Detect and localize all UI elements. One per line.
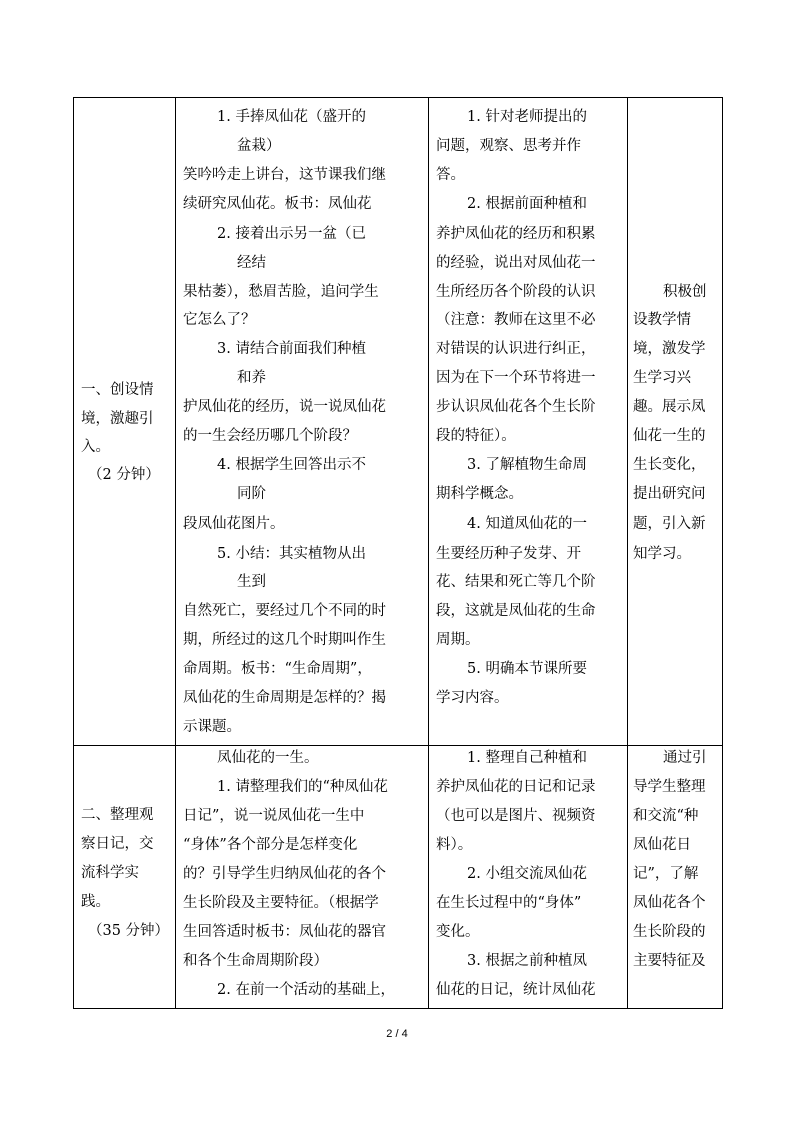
student-text-line: 在生长过程中的“身体” bbox=[436, 895, 582, 911]
teacher-text-line: 2. 在前一个活动的基础上， bbox=[217, 982, 395, 998]
teacher-text-line: 笑吟吟走上讲台，这节课我们继 bbox=[183, 167, 386, 183]
intent-text-line: 提出研究问 bbox=[633, 486, 706, 502]
teacher-text-line: 的？引导学生归纳凤仙花的各个 bbox=[183, 866, 386, 882]
teacher-text-line: 段凤仙花图片。 bbox=[183, 516, 285, 532]
stage-text-line: 境，激趣引 bbox=[81, 411, 154, 427]
intent-text-line: 趣。展示凤 bbox=[633, 399, 706, 415]
teacher-text-line: 示课题。 bbox=[183, 719, 241, 735]
stage-text-line: 流科学实 bbox=[81, 865, 139, 881]
student-text-line: 生要经历种子发芽、开 bbox=[436, 546, 581, 562]
stage-text-line: 二、整理观 bbox=[81, 807, 154, 823]
teacher-text-line: 凤仙花的生命周期是怎样的？揭 bbox=[183, 690, 386, 706]
intent-text-line: 凤仙花日 bbox=[633, 837, 691, 853]
student-text-line: 因为在下一个环节将进一 bbox=[436, 370, 596, 386]
teacher-text-line: 1. 请整理我们的“种凤仙花 bbox=[217, 779, 388, 795]
stage-text-line: 践。 bbox=[81, 894, 110, 910]
intent-text-line: 生长变化， bbox=[633, 457, 706, 473]
teacher-text-line: 5. 小结：其实植物从出 bbox=[217, 546, 366, 562]
stage-text-line: 一、创设情 bbox=[81, 382, 154, 398]
teacher-text-line: 的一生会经历哪几个阶段？ bbox=[183, 428, 357, 444]
intent-text-line: 生长阶段的 bbox=[633, 924, 706, 940]
teacher-text-line: 续研究凤仙花。板书：凤仙花 bbox=[183, 196, 372, 212]
intent-text-line: 知学习。 bbox=[633, 546, 691, 562]
teacher-text-line: 命周期。板书：“生命周期”， bbox=[183, 661, 372, 677]
student-text-line: 料）。 bbox=[436, 837, 473, 853]
teacher-text-line: 日记”，说一说凤仙花一生中 bbox=[183, 808, 365, 824]
teacher-text-line: 和养 bbox=[237, 370, 266, 386]
student-text-line: 答。 bbox=[436, 167, 465, 183]
student-text-line: 养护凤仙花的经历和积累 bbox=[436, 226, 596, 242]
student-text-line: 生所经历各个阶段的认识 bbox=[436, 284, 596, 300]
student-text-line: 5. 明确本节课所要 bbox=[467, 661, 587, 677]
teacher-text-line: 生长阶段及主要特征。（根据学 bbox=[183, 895, 379, 911]
student-text-line: 养护凤仙花的日记和记录 bbox=[436, 779, 596, 795]
student-text-line: 2. 小组交流凤仙花 bbox=[467, 866, 587, 882]
stage-text-line: （35 分钟） bbox=[88, 923, 170, 939]
student-text-line: 花、结果和死亡等几个阶 bbox=[436, 574, 596, 590]
student-text-line: 仙花的日记，统计凤仙花 bbox=[436, 982, 596, 998]
intent-text-line: 通过引 bbox=[663, 750, 707, 766]
intent-text-line: 记”，了解 bbox=[633, 866, 699, 882]
stage-cell bbox=[74, 746, 176, 1009]
teacher-text-line: 果枯萎），愁眉苦脸，追问学生 bbox=[183, 284, 379, 300]
student-text-line: 步认识凤仙花各个生长阶 bbox=[436, 399, 596, 415]
teacher-text-line: 盆栽） bbox=[237, 138, 281, 154]
teacher-text-line: 和各个生命周期阶段） bbox=[183, 953, 328, 969]
student-text-line: 段，这就是凤仙花的生命 bbox=[436, 603, 596, 619]
student-text-line: 的经验，说出对凤仙花一 bbox=[436, 255, 596, 271]
student-text-line: 2. 根据前面种植和 bbox=[467, 196, 587, 212]
intent-text-line: 和交流“种 bbox=[633, 808, 699, 824]
intent-text-line: 题，引入新 bbox=[633, 516, 706, 532]
teacher-text-line: 4. 根据学生回答出示不 bbox=[217, 457, 366, 473]
teacher-text-line: 1. 手捧凤仙花（盛开的 bbox=[217, 109, 366, 125]
student-activity-cell bbox=[429, 746, 628, 1009]
intent-text-line: 主要特征及 bbox=[633, 953, 706, 969]
student-text-line: （注意：教师在这里不必 bbox=[436, 312, 596, 328]
teacher-text-line: 它怎么了？ bbox=[183, 312, 256, 328]
design-intent-cell bbox=[628, 98, 723, 746]
student-text-line: （也可以是图片、视频资 bbox=[436, 808, 596, 824]
student-text-line: 对错误的认识进行纠正， bbox=[436, 341, 596, 357]
teacher-text-line: 护凤仙花的经历，说一说凤仙花 bbox=[183, 399, 386, 415]
student-text-line: 问题，观察、思考并作 bbox=[436, 138, 581, 154]
table-row bbox=[74, 98, 723, 746]
teacher-text-line: 2. 接着出示另一盆（已 bbox=[217, 226, 366, 242]
teacher-text-line: 凤仙花的一生。 bbox=[217, 750, 319, 766]
student-text-line: 1. 整理自己种植和 bbox=[467, 750, 587, 766]
lesson-plan-table bbox=[73, 97, 723, 1009]
teacher-text-line: 同阶 bbox=[237, 486, 266, 502]
intent-text-line: 境，激发学 bbox=[633, 341, 706, 357]
stage-text-line: 入。 bbox=[81, 439, 110, 455]
teacher-text-line: 期，所经过的这几个时期叫作生 bbox=[183, 632, 386, 648]
teacher-text-line: 生到 bbox=[237, 574, 266, 590]
stage-text-line: （2 分钟） bbox=[88, 467, 160, 483]
teacher-text-line: 自然死亡，要经过几个不同的时 bbox=[183, 603, 386, 619]
student-text-line: 4. 知道凤仙花的一 bbox=[467, 516, 587, 532]
teacher-activity-cell bbox=[176, 98, 429, 746]
student-text-line: 周期。 bbox=[436, 632, 480, 648]
stage-text-line: 察日记，交 bbox=[81, 836, 154, 852]
student-text-line: 学习内容。 bbox=[436, 690, 509, 706]
page-number: 2 / 4 bbox=[386, 1028, 408, 1040]
teacher-text-line: 3. 请结合前面我们种植 bbox=[217, 341, 366, 357]
design-intent-cell bbox=[628, 746, 723, 1009]
student-text-line: 段的特征）。 bbox=[436, 428, 516, 444]
student-activity-cell bbox=[429, 98, 628, 746]
intent-text-line: 生学习兴 bbox=[633, 370, 691, 386]
teacher-text-line: “身体”各个部分是怎样变化 bbox=[183, 837, 358, 853]
intent-text-line: 设教学情 bbox=[633, 312, 691, 328]
student-text-line: 3. 根据之前种植凤 bbox=[467, 953, 587, 969]
teacher-text-line: 生回答适时板书：凤仙花的器官 bbox=[183, 924, 386, 940]
intent-text-line: 导学生整理 bbox=[633, 779, 706, 795]
student-text-line: 期科学概念。 bbox=[436, 486, 523, 502]
teacher-text-line: 经结 bbox=[237, 255, 266, 271]
teacher-activity-cell bbox=[176, 746, 429, 1009]
stage-cell bbox=[74, 98, 176, 746]
student-text-line: 3. 了解植物生命周 bbox=[467, 457, 587, 473]
intent-text-line: 凤仙花各个 bbox=[633, 895, 706, 911]
table-row bbox=[74, 746, 723, 1009]
intent-text-line: 仙花一生的 bbox=[633, 428, 706, 444]
student-text-line: 1. 针对老师提出的 bbox=[467, 109, 587, 125]
intent-text-line: 积极创 bbox=[663, 284, 707, 300]
student-text-line: 变化。 bbox=[436, 924, 480, 940]
